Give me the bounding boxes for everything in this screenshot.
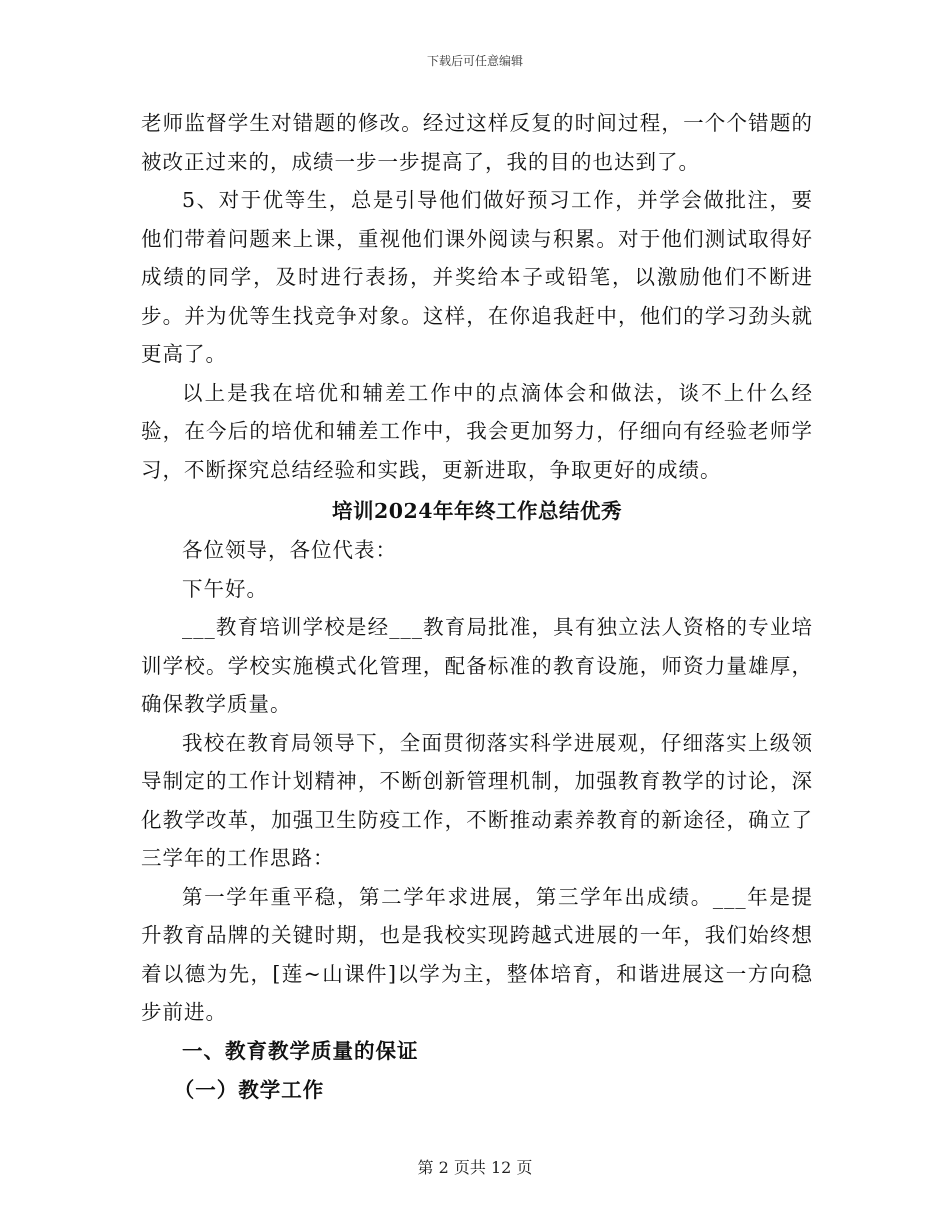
paragraph-greeting: 下午好。 [182,576,268,601]
paragraph-conclusion: 以上是我在培优和辅差工作中的点滴体会和做法，谈不上什么经验，在今后的培优和辅差工作中，我会更加努力，仔细向有经验老师学习，不断探究总结经验和实践，更新进取，争取更好的成绩。 [141,380,813,482]
paragraph-school-work: 我校在教育局领导下，全面贯彻落实科学进展观，仔细落实上级领导制定的工作计划精神，不断创新管理机制，加强教育教学的讨论，深化教学改革，加强卫生防疫工作，不断推动素养教育的新途径，确立了三学年的工作思路： [141,730,813,870]
paragraph-salutation: 各位领导，各位代表： [182,538,397,562]
paragraph-top-students: 5、对于优等生，总是引导他们做好预习工作，并学会做批注，要他们带着问题来上课，重视他们课外阅读与积累。对于他们测试取得好成绩的同学，及时进行表扬，并奖给本子或铅笔，以激励他们不断进步。并为优等生找竞争对象。这样，在你追我赶中，他们的学习劲头就更高了。 [141,188,813,366]
page-footer-number: 第 2 页共 12 页 [417,1158,533,1177]
section-title: 培训2024年年终工作总结优秀 [331,499,623,523]
paragraph-three-years: 第一学年重平稳，第二学年求进展，第三学年出成绩。___年是提升教育品牌的关键时期，也是我校实现跨越式进展的一年，我们始终想着以德为先，[莲~山课件]以学为主，整体培育，和谐进展这一方向稳步前进。 [141,884,813,1024]
paragraph-school-intro: ___教育培训学校是经___教育局批准，具有独立法人资格的专业培训学校。学校实施模式化管理，配备标准的教育设施，师资力量雄厚，确保教学质量。 [141,615,813,716]
heading-quality-assurance: 一、教育教学质量的保证 [182,1038,419,1063]
page-header-note: 下载后可任意编辑 [426,54,523,68]
paragraph-continued: 老师监督学生对错题的修改。经过这样反复的时间过程，一个个错题的被改正过来的，成绩一步一步提高了，我的目的也达到了。 [141,111,813,174]
subheading-teaching-work: （一）教学工作 [173,1078,325,1102]
document-body [141,104,813,1110]
